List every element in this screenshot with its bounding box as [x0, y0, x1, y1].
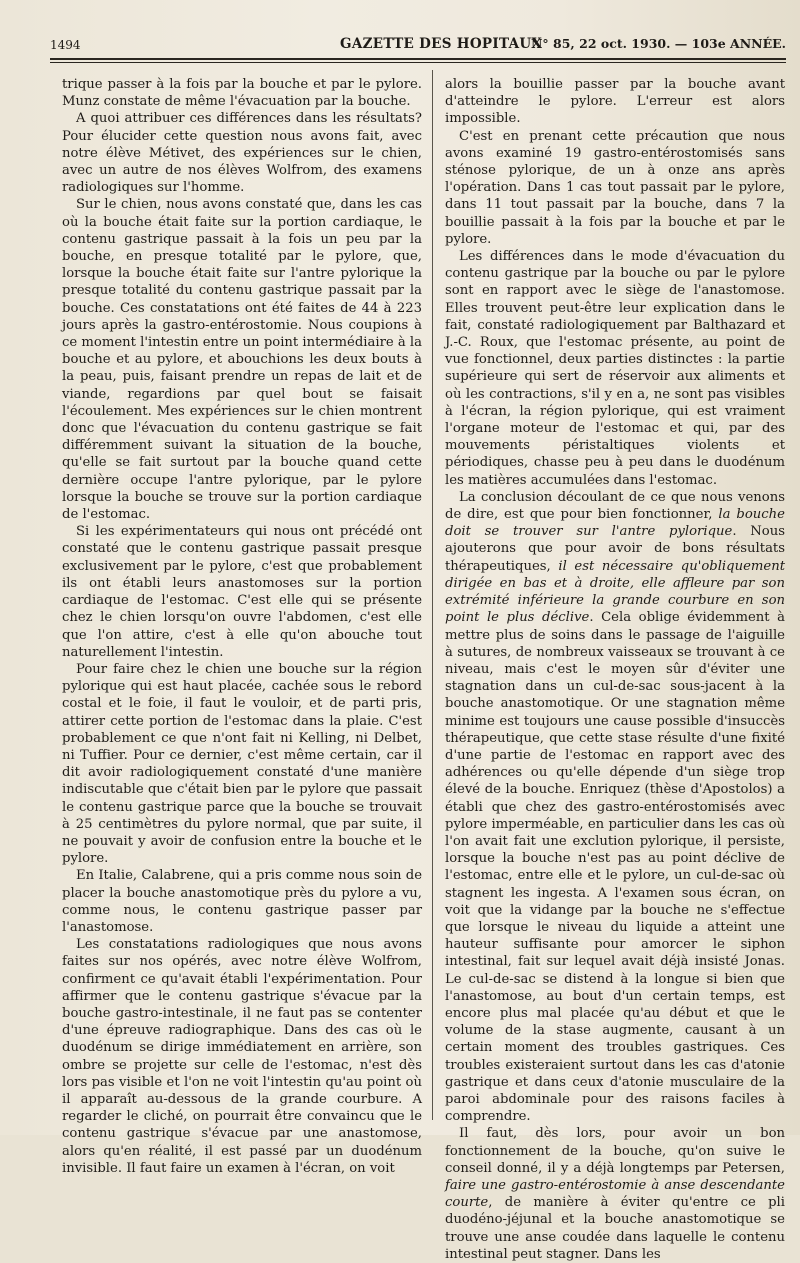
paragraph: C'est en prenant cette précaution que nous avons examiné 19 gastro-entérostomisés sans sténose pylorique, de un à onze ans après l'opération. Dans 1 cas tout passait par le pylore, dans 11 tout passait par la bouche, dans 7 la bouillie passait à la fois par la bouche et par le pylore.: [445, 128, 785, 247]
italic-run: il est nécessaire qu'obliquement dirigée en bas et à droite, elle affleure par son extrémité inférieure la grande courbure en son point le plus déclive: [445, 558, 785, 626]
right-column: [445, 76, 786, 1262]
paragraph: trique passer à la fois par la bouche et par le pylore. Munz constate de même l'évacuation par la bouche.: [62, 77, 422, 110]
page-header: [50, 36, 786, 58]
text-run: La conclusion découlant de ce que nous venons de dire, est que pour bien fonctionner,: [445, 489, 785, 523]
paragraph: En Italie, Calabrene, qui a pris comme nous soin de placer la bouche anastomotique près du pylore a vu, comme nous, le contenu gastrique passer par l'anastomose.: [62, 868, 422, 935]
issue-info: N° 85, 22 oct. 1930. — 103e ANNÉE.: [531, 36, 786, 51]
italic-run: la bouche doit se trouver sur l'antre pylorique: [445, 507, 785, 540]
paragraph: Pour faire chez le chien une bouche sur la région pylorique qui est haut placée, cachée sous le rebord costal et le foie, il faut le vouloir, et de parti pris, attirer cette portion de l'estomac dans la plaie. C'est probablement ce que n'ont fait ni Kelling, ni Delbet, ni Tuffier. Pour ce dernier, c'est même certain, car il dit avoir radiologiquement constaté d'une manière indiscutable que c'était bien par le pylore que passait le contenu gastrique parce que la bouche se trouvait à 25 centimètres du pylore normal, que par suite, il ne pouvait y avoir de confusion entre la bouche et le pylore.: [62, 661, 422, 867]
page-number: 1494: [50, 38, 81, 52]
header-rule-thin: [50, 62, 786, 63]
paragraph: Si les expérimentateurs qui nous ont précédé ont constaté que le contenu gastrique passait presque exclusivement par le pylore, c'est que probablement ils ont établi leurs anastomoses sur la portion cardiaque de l'estomac. C'est elle qui se présente chez le chien lorsqu'on ouvre l'abdomen, c'est elle que l'on attire, c'est à elle qu'on abouche tout naturellement l'intestin.: [62, 524, 422, 660]
column-divider: [432, 70, 433, 1120]
paragraph: Sur le chien, nous avons constaté que, dans les cas où la bouche était faite sur la portion cardiaque, le contenu gastrique passait à la fois un peu par la bouche, en presque totalité par le pylore, que, lorsque la bouche était faite sur l'antre pylorique la presque totalité du contenu gastrique passait par la bouche. Ces constatations ont été faites de 44 à 223 jours après la gastro-entérostomie. Nous coupions à ce moment l'intestin entre un point intermédiaire à la bouche et au pylore, et abouchions les deux bouts à la peau, puis, faisant prendre un repas de lait et de viande, regardions par quel bout se faisait l'écoulement. Mes expériences sur le chien montrent donc que l'évacuation du contenu gastrique se fait différemment suivant la situation de la bouche, qu'elle se fait surtout par la bouche quand cette dernière occupe l'antre pylorique, par le pylore lorsque la bouche se trouve sur la portion cardiaque de l'estomac.: [62, 197, 423, 523]
paragraph: Les différences dans le mode d'évacuation du contenu gastrique par la bouche ou par le pylore sont en rapport avec le siège de l'anastomose. Elles trouvent peut-être leur explication dans le fait, constaté radiologiquement par Balthazard et J.-C. Roux, que l'estomac présente, au point de vue fonctionnel, deux parties distinctes : la partie supérieure qui sert de réservoir aux aliments et où les contractions, s'il y en a, ne sont pas visibles à l'écran, la région pylorique, qui est vraiment l'organe moteur de l'estomac et qui, par des mouvements péristaltiques violents et périodiques, chasse peu à peu dans le duodénum les matières accumulées dans l'estomac.: [445, 249, 785, 488]
paragraph: A quoi attribuer ces différences dans les résultats? Pour élucider cette question nous avons fait, avec notre élève Métivet, des expériences sur le chien, avec un autre de nos élèves Wolfrom, des examens radiologiques sur l'homme.: [62, 111, 422, 196]
paragraph: [445, 1125, 785, 1263]
text-run: . Cela oblige évidemment à mettre plus de soins dans le passage de l'aiguille à sutures, de nombreux vaisseaux se trouvant à ce niveau, mais c'est le moyen sûr d'éviter une stagnation dans un cul-de-sac sous-jacent à la bouche anastomotique. Or une stagnation même minime est toujours une cause possible d'insuccès thérapeutique, que cette stase résulte d'une fixité d'une partie de l'estomac en rapport avec des adhérences ou qu'elle dépende d'un siège trop élevé de la bouche. Enriquez (thèse d'Apostolos) a établi que chez des gastro-entérostomisés avec pylore imperméable, en particulier dans les cas où l'on avait fait une exclution pylorique, il persiste, lorsque la bouche n'est pas au point déclive de l'estomac, entre elle et le pylore, un cul-de-sac où stagnent les ingesta. A l'examen sous écran, on voit que la vidange par la bouche ne s'effectue que lorsque le niveau du liquide a atteint une hauteur suffisante pour amorcer le siphon intestinal, fait sur lequel avait déjà insisté Jonas. Le cul-de-sac se distend à la longue si bien que l'anastomose, au bout d'un certain temps, est encore plus mal placée qu'au début et que le volume de la stase augmente, causant à un certain moment des troubles gastriques. Ces troubles existeraient surtout dans les cas d'atonie gastrique et dans ceux d'atonie musculaire de la paroi abdominale pour des raisons faciles à comprendre.: [445, 610, 786, 1125]
text-run: . Nous ajouterons que pour avoir de bons résultats thérapeutiques,: [445, 524, 785, 574]
text-run: , de manière à éviter qu'entre ce pli duodéno-jéjunal et la bouche anastomotique se trouve une anse coudée dans laquelle le contenu intestinal peut stagner. Dans les: [445, 1195, 785, 1262]
header-rule: [50, 58, 786, 60]
left-column: [62, 76, 423, 1176]
italic-run: faire une gastro-entérostomie à anse descendante courte: [445, 1178, 785, 1211]
paragraph: Les constatations radiologiques que nous avons faites sur nos opérés, avec notre élève Wolfrom, confirment ce qu'avait établi l'expérimentation. Pour affirmer que le contenu gastrique s'évacue par la bouche gastro-intestinale, il ne faut pas se contenter d'une épreuve radiographique. Dans des cas où le duodénum se dirige immédiatement en arrière, son ombre se projette sur celle de l'estomac, n'est dès lors pas visible et l'on ne voit l'intestin qu'au point où il apparaît au-dessous de la grande courbure. A regarder le cliché, on pourrait être convaincu que le contenu gastrique s'évacue par une anastomose, alors qu'en réalité, il est passé par un duodénum invisible. Il faut faire un examen à l'écran, on voit: [62, 937, 422, 1176]
journal-title: GAZETTE DES HOPITAUX: [340, 36, 543, 52]
paragraph: [445, 489, 785, 1126]
text-run: Il faut, dès lors, pour avoir un bon fonctionnement de la bouche, qu'on suive le conseil donné, il y a déjà longtemps par Petersen,: [445, 1126, 785, 1176]
paragraph: alors la bouillie passer par la bouche avant d'atteindre le pylore. L'erreur est alors impossible.: [445, 77, 785, 127]
